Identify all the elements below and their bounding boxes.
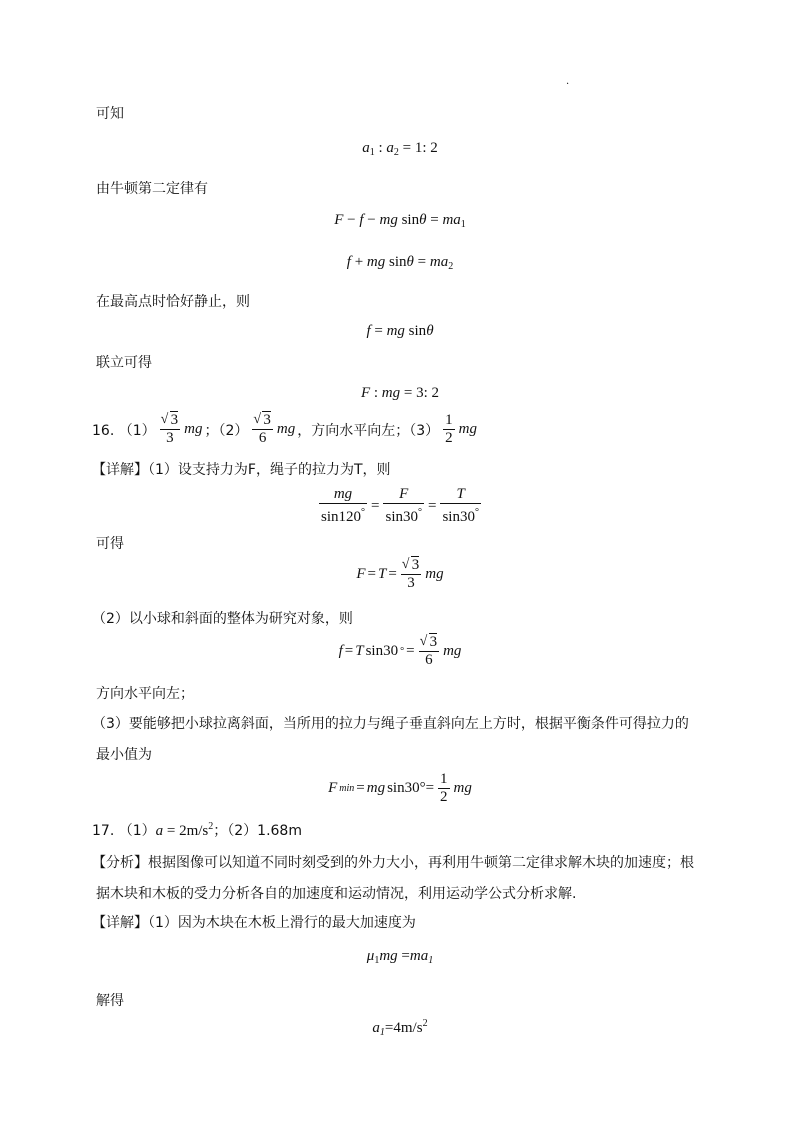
- text-direction-left: 方向水平向左；: [96, 686, 194, 702]
- fraction-sqrt3-over-6: √ $\frac{3}{6}$: [252, 412, 273, 447]
- q17-analysis-b: 据木块和木板的受力分析各自的加速度和运动情况，利用运动学公式分析求解.: [96, 886, 577, 902]
- equation-a1-value: $a_1=4m/s^2$: [372, 1018, 428, 1038]
- text-ke-de: 可得: [96, 536, 124, 552]
- header-dot: .: [566, 76, 570, 87]
- q16-prefix: 16. （1）: [92, 422, 156, 439]
- q16-answer-line: 16. （1） √ $\frac{3}{3}$ mg ；（2） √ $\frac{3}{6}$ mg ，方向水平向左；（3） $\frac{1}{2}$ mg: [92, 412, 477, 447]
- q16-detail-2: （2）以小球和斜面的整体为研究对象，则: [92, 611, 353, 627]
- text-newton-second-law: 由牛顿第二定律有: [96, 181, 208, 197]
- equation-a1-a2-ratio: $a_1$ : $a_2 = 1$: 2: [362, 140, 438, 158]
- q17-detail-1: 【详解】（1）因为木块在木板上滑行的最大加速度为: [92, 915, 416, 931]
- q17-answer-line: 17. $(1)a = 2m/s^2$；（2）1.68m: [92, 821, 302, 839]
- equation-force-down: f + mg $\sin\theta = ma_2$: [346, 254, 454, 272]
- text-top-rest: 在最高点时恰好静止，则: [96, 294, 250, 310]
- equation-force-up: F − f − mg $\sin\theta = ma_1$: [334, 212, 466, 230]
- equation-friction: f = mg sinθ: [366, 323, 434, 339]
- fraction-one-half: $\frac{1}{2}$: [445, 412, 453, 446]
- q16-sep1: ；（2）: [204, 422, 249, 439]
- equation-f-equals-t: F = T = √ $\frac{3}{3}$ mg: [0, 557, 800, 592]
- fraction-sqrt3-over-3: √ $\frac{3}{3}$: [160, 412, 181, 447]
- equation-mu-mg: $\mu_1mg =ma_1$: [366, 948, 434, 966]
- q16-detail-3a: （3）要能够把小球拉离斜面，当所用的拉力与绳子垂直斜向左上方时，根据平衡条件可得拉力的: [92, 716, 689, 732]
- q16-detail-3b: 最小值为: [96, 747, 152, 763]
- equation-lami-theorem: $\frac{mg}{\sin 120^\circ}$ = $\frac{F}{\sin 30^\circ}$ = $\frac{T}{\sin 30^\circ}$: [321, 486, 479, 525]
- q17-analysis-a: 【分析】根据图像可以知道不同时刻受到的外力大小，再利用牛顿第二定律求解木块的加速度；根: [92, 855, 694, 871]
- text-lian-li: 联立可得: [96, 355, 152, 371]
- q16-detail-1: 【详解】（1）设支持力为F，绳子的拉力为T，则: [92, 462, 391, 478]
- equation-friction-whole: f = T sin30 ° = √ $\frac{3}{6}$ mg: [0, 634, 800, 669]
- q16-direction: ，方向水平向左；（3）: [297, 422, 440, 439]
- text-ke-zhi: 可知: [96, 106, 124, 122]
- equation-f-mg-ratio: F : mg = 3: 2: [360, 385, 440, 401]
- text-jie-de: 解得: [96, 993, 124, 1009]
- equation-fmin: F min = mg sin30°= $\frac{1}{2}$ mg: [328, 771, 472, 805]
